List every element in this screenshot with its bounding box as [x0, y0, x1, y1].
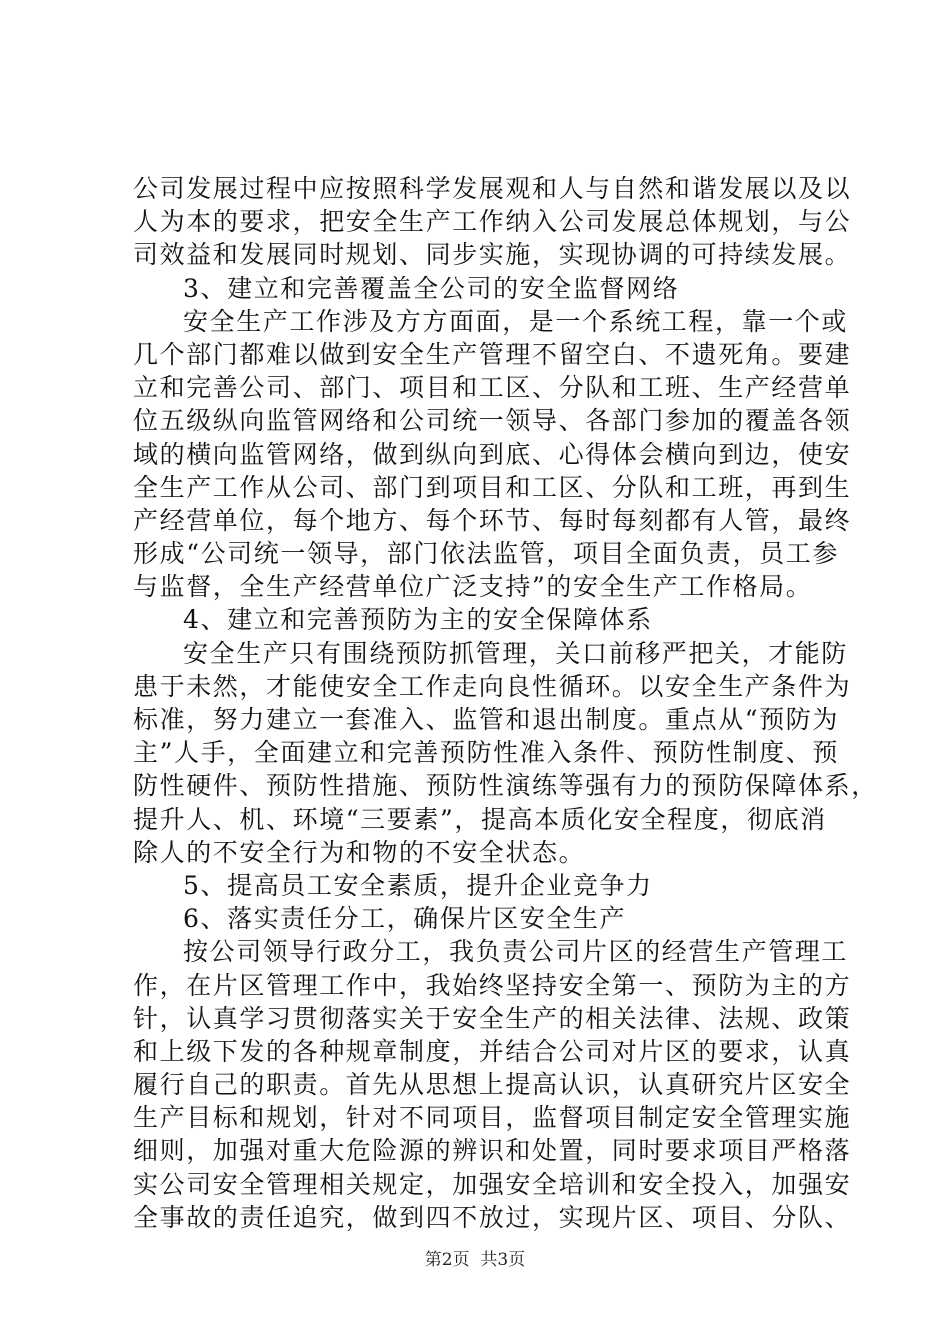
text-line: 作，在片区管理工作中，我始终坚持安全第一、预防为主的方 — [133, 970, 852, 1000]
text-line: 实公司安全管理相关规定，加强安全培训和安全投入，加强安 — [133, 1169, 852, 1199]
text-line: 细则，加强对重大危险源的辨识和处置，同时要求项目严格落 — [133, 1136, 852, 1166]
text-line: 患于未然，才能使安全工作走向良性循环。以安全生产条件为 — [133, 671, 852, 701]
text-line: 全生产工作从公司、部门到项目和工区、分队和工班，再到生 — [133, 472, 852, 502]
text-line: 安全生产只有围绕预防抓管理，关口前移严把关，才能防 — [183, 638, 849, 668]
text-line: 履行自己的职责。首先从思想上提高认识，认真研究片区安全 — [133, 1070, 852, 1100]
text-line: 提升人、机、环境“三要素”，提高本质化安全程度，彻底消 — [133, 804, 827, 834]
text-line: 按公司领导行政分工，我负责公司片区的经营生产管理工 — [183, 937, 849, 967]
text-line: 立和完善公司、部门、项目和工区、分队和工班、生产经营单 — [133, 373, 852, 403]
text-line: 防性硬件、预防性措施、预防性演练等强有力的预防保障体系， — [133, 771, 878, 801]
text-line: 形成“公司统一领导，部门依法监管，项目全面负责，员工参 — [133, 539, 839, 569]
text-line: 主”人手，全面建立和完善预防性准入条件、预防性制度、预 — [133, 738, 839, 768]
text-line: 3、建立和完善覆盖全公司的安全监督网络 — [183, 273, 680, 303]
text-line: 5、提高员工安全素质，提升企业竞争力 — [183, 870, 653, 900]
text-line: 除人的不安全行为和物的不安全状态。 — [133, 837, 586, 867]
text-line: 全事故的责任追究，做到四不放过，实现片区、项目、分队、 — [133, 1202, 852, 1232]
text-line: 和上级下发的各种规章制度，并结合公司对片区的要求，认真 — [133, 1036, 852, 1066]
text-line: 产经营单位，每个地方、每个环节、每时每刻都有人管，最终 — [133, 505, 852, 535]
text-line: 生产目标和规划，针对不同项目，监督项目制定安全管理实施 — [133, 1103, 852, 1133]
page-footer: 第2页 共3页 — [424, 1250, 526, 1270]
text-line: 6、落实责任分工，确保片区安全生产 — [183, 904, 627, 934]
text-line: 标准，努力建立一套准入、监管和退出制度。重点从“预防为 — [133, 705, 839, 734]
text-line: 位五级纵向监管网络和公司统一领导、各部门参加的覆盖各领 — [133, 406, 852, 436]
text-line: 司效益和发展同时规划、同步实施，实现协调的可持续发展。 — [133, 240, 852, 270]
text-line: 针，认真学习贯彻落实关于安全生产的相关法律、法规、政策 — [133, 1003, 852, 1033]
text-line: 4、建立和完善预防为主的安全保障体系 — [183, 605, 653, 635]
text-line: 公司发展过程中应按照科学发展观和人与自然和谐发展以及以 — [133, 174, 852, 203]
text-line: 安全生产工作涉及方方面面，是一个系统工程，靠一个或 — [183, 306, 849, 336]
text-line: 与监督，全生产经营单位广泛支持”的安全生产工作格局。 — [133, 572, 813, 602]
text-line: 人为本的要求，把安全生产工作纳入公司发展总体规划，与公 — [133, 207, 852, 237]
text-line: 几个部门都难以做到安全生产管理不留空白、不遗死角。要建 — [133, 339, 852, 369]
document-body — [133, 172, 878, 1234]
text-line: 域的横向监管网络，做到纵向到底、心得体会横向到边，使安 — [133, 439, 852, 469]
